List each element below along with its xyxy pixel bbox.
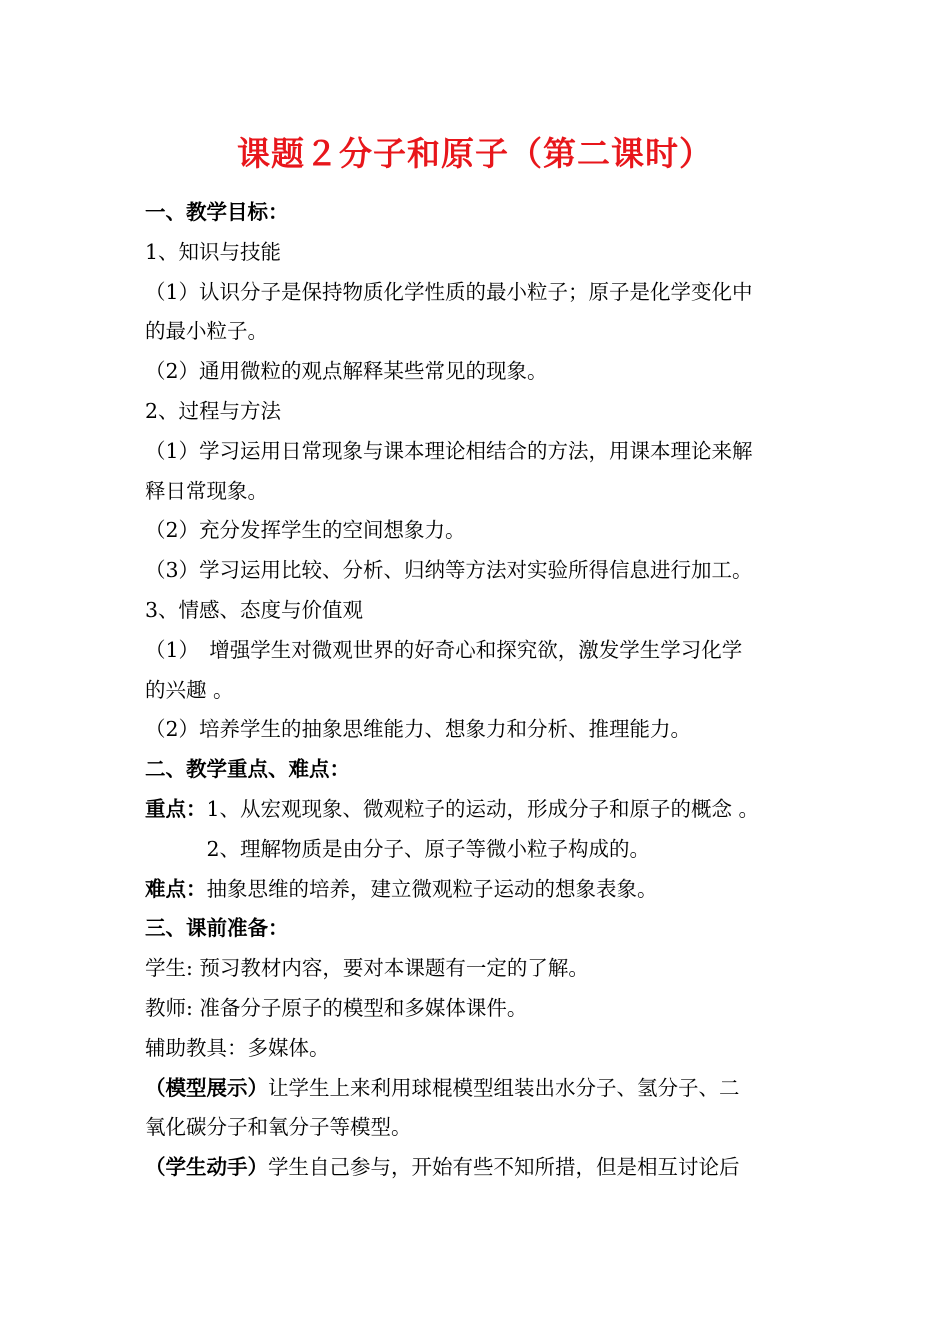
text-line bbox=[145, 636, 825, 664]
text-line bbox=[145, 317, 825, 345]
line-text: 2、过程与方法 bbox=[145, 399, 282, 423]
line-text: （1）认识分子是保持物质化学性质的最小粒子；原子是化学变化中 bbox=[145, 279, 753, 304]
line-text: 1、从宏观现象、微观粒子的运动，形成分子和原子的概念 。 bbox=[206, 797, 760, 821]
text-line bbox=[145, 437, 825, 465]
text-line bbox=[145, 795, 825, 823]
text-line bbox=[145, 556, 825, 584]
bold-label: （学生动手） bbox=[145, 1155, 268, 1180]
text-line bbox=[145, 914, 825, 942]
line-text: （2）充分发挥学生的空间想象力。 bbox=[145, 518, 466, 543]
line-text: 学生自己参与，开始有些不知所措，但是相互讨论后 bbox=[268, 1155, 740, 1180]
text-line bbox=[145, 1153, 825, 1181]
text-line bbox=[145, 835, 825, 863]
text-line bbox=[145, 596, 825, 624]
bold-label: 难点： bbox=[145, 876, 207, 901]
line-text: （2）通用微粒的观点解释某些常见的现象。 bbox=[145, 359, 548, 384]
line-text: 2、理解物质是由分子、原子等微小粒子构成的。 bbox=[145, 836, 651, 861]
bold-label: 三、课前准备： bbox=[145, 916, 289, 941]
bold-label: 重点： bbox=[145, 797, 207, 821]
bold-label: 一、教学目标： bbox=[145, 200, 289, 224]
line-text: （3）学习运用比较、分析、归纳等方法对实验所得信息进行加工。 bbox=[145, 558, 753, 583]
document-title: 课题２分子和原子（第二课时） bbox=[237, 134, 713, 173]
text-line bbox=[145, 676, 825, 704]
text-line bbox=[145, 755, 825, 783]
text-line bbox=[145, 1113, 825, 1141]
line-text: 释日常现象。 bbox=[145, 478, 268, 503]
line-text: 学生: 预习教材内容，要对本课题有一定的了解。 bbox=[145, 956, 589, 981]
text-line bbox=[145, 278, 825, 306]
text-line bbox=[145, 1074, 825, 1102]
text-line bbox=[145, 516, 825, 544]
line-text: 抽象思维的培养，建立微观粒子运动的想象表象。 bbox=[206, 876, 658, 901]
bold-label: 二、教学重点、难点： bbox=[145, 757, 350, 782]
text-line bbox=[145, 198, 825, 226]
text-line bbox=[145, 994, 825, 1022]
text-line bbox=[145, 397, 825, 425]
line-text: 的最小粒子。 bbox=[145, 319, 268, 344]
line-text: 教师: 准备分子原子的模型和多媒体课件。 bbox=[145, 996, 528, 1020]
line-text: 让学生上来利用球棍模型组装出水分子、氢分子、二 bbox=[268, 1075, 740, 1100]
line-text: （2）培养学生的抽象思维能力、想象力和分析、推理能力。 bbox=[145, 717, 692, 742]
text-line bbox=[145, 1034, 825, 1062]
line-text: （1）学习运用日常现象与课本理论相结合的方法，用课本理论来解 bbox=[145, 438, 753, 463]
text-line bbox=[145, 715, 825, 743]
text-line bbox=[145, 357, 825, 385]
text-line bbox=[145, 875, 825, 903]
bold-label: （模型展示） bbox=[145, 1075, 268, 1100]
line-text: 1、知识与技能 bbox=[145, 239, 282, 264]
line-text: 3、情感、态度与价值观 bbox=[145, 598, 364, 622]
text-line bbox=[145, 954, 825, 982]
line-text: 氧化碳分子和氧分子等模型。 bbox=[145, 1115, 412, 1140]
line-text: 的兴趣 。 bbox=[145, 677, 234, 702]
line-text: 辅助教具：多媒体。 bbox=[145, 1035, 330, 1060]
text-line bbox=[145, 477, 825, 505]
line-text: （1） 增强学生对微观世界的好奇心和探究欲，激发学生学习化学 bbox=[145, 637, 743, 662]
text-line bbox=[145, 238, 825, 266]
